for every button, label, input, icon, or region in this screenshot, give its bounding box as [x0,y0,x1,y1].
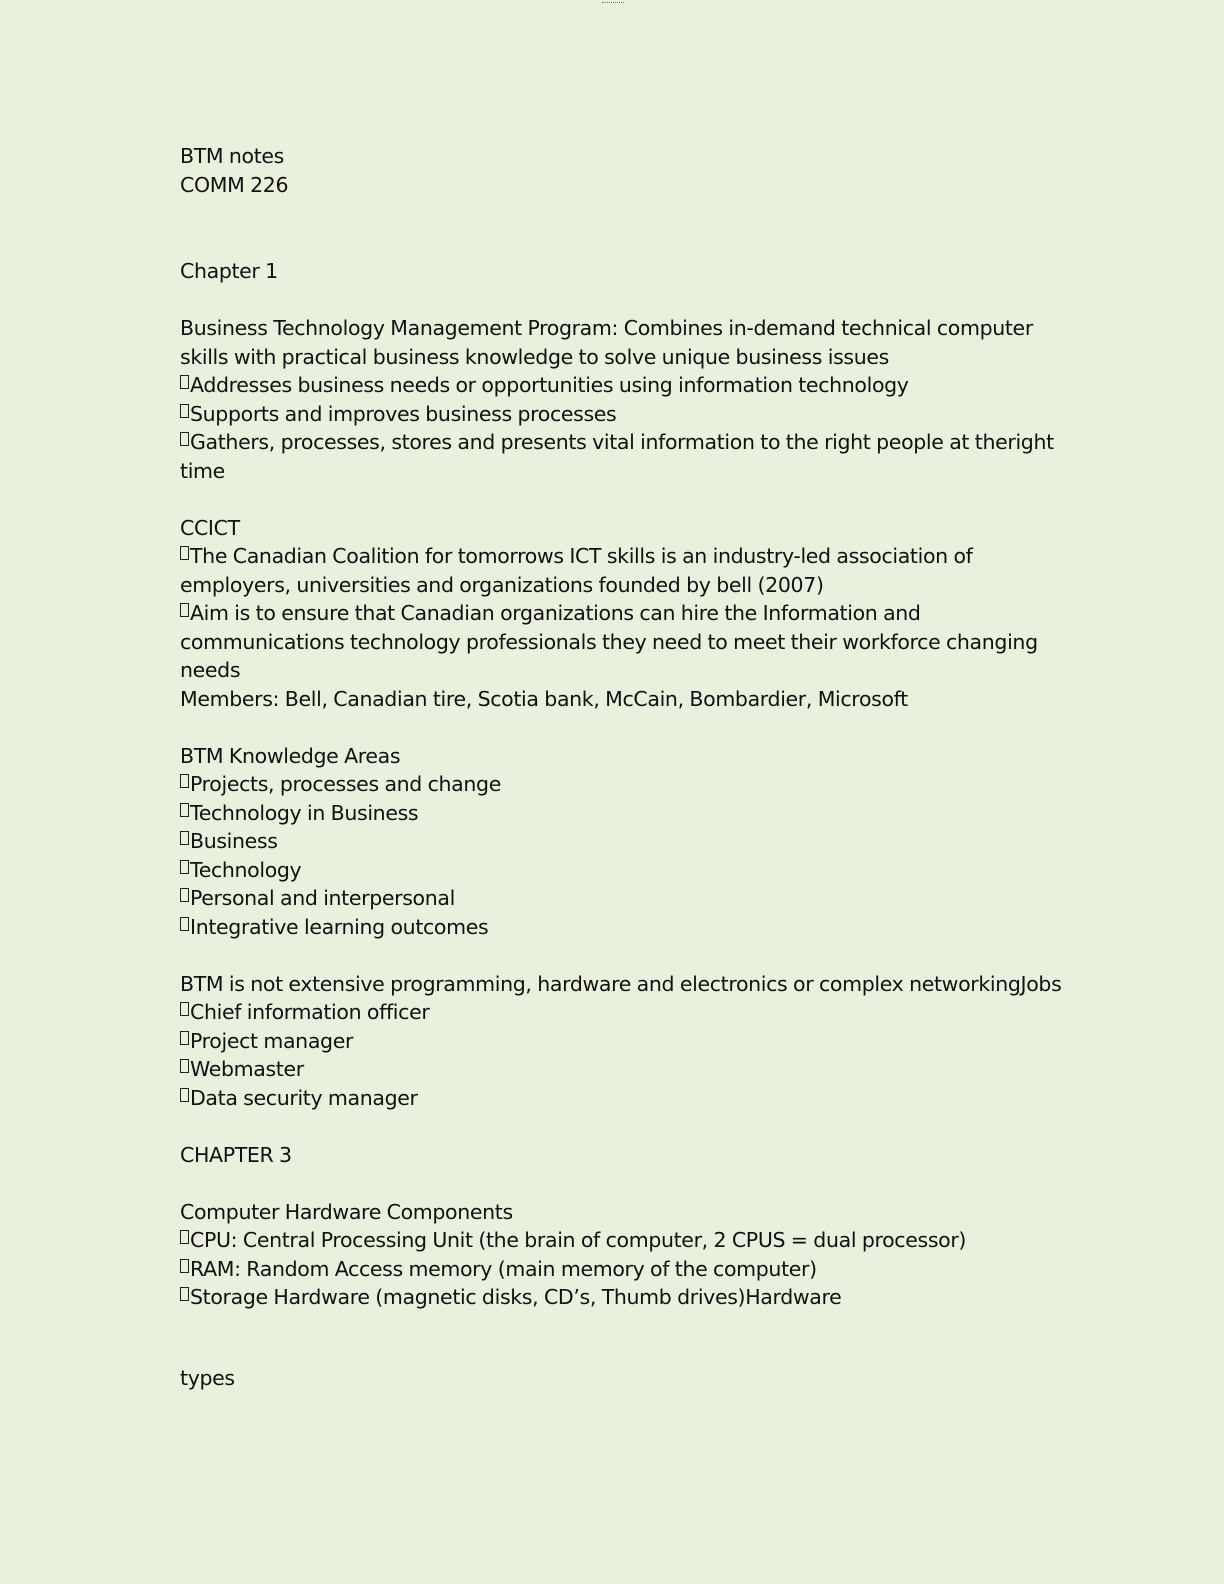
list-item: Business [180,827,1040,856]
missing-glyph-bullet-icon [180,1287,189,1301]
missing-glyph-bullet-icon [180,1059,189,1073]
list-item: Technology in Business [180,799,1040,828]
list-item: Gathers, processes, stores and presents vital information to the right people at theright [180,428,1040,457]
spacer [180,286,1040,315]
spacer [180,941,1040,970]
list-item: Data security manager [180,1084,1040,1113]
spacer [180,1169,1040,1198]
trailing-text: types [180,1365,235,1390]
list-item: Integrative learning outcomes [180,913,1040,942]
missing-glyph-bullet-icon [180,888,189,902]
hardware-heading: Computer Hardware Components [180,1199,513,1224]
spacer [180,199,1040,257]
list-item: RAM: Random Access memory (main memory of the computer) [180,1255,1040,1284]
knowledge-areas-heading: BTM Knowledge Areas [180,743,401,768]
missing-glyph-bullet-icon [180,1002,189,1016]
missing-glyph-bullet-icon [180,404,189,418]
spacer [180,485,1040,514]
spacer [180,713,1040,742]
document-body [180,142,1062,1392]
list-item: The Canadian Coalition for tomorrows ICT skills is an industry-led association of [180,542,1040,571]
missing-glyph-bullet-icon [180,546,189,560]
list-item-continuation: communications technology professionals they need to meet their workforce changing [180,629,1038,654]
missing-glyph-bullet-icon [180,917,189,931]
missing-glyph-bullet-icon [180,860,189,874]
list-item-continuation: needs [180,658,241,682]
missing-glyph-bullet-icon [180,603,189,617]
missing-glyph-bullet-icon [180,1230,189,1244]
list-item: Storage Hardware (magnetic disks, CD’s, Thumb drives)Hardware [180,1283,1040,1312]
missing-glyph-bullet-icon [180,375,189,389]
list-item: Addresses business needs or opportunities using information technology [180,371,1040,400]
ccict-members: Members: Bell, Canadian tire, Scotia bank, McCain, Bombardier, Microsoft [180,686,908,711]
list-item: Chief information officer [180,998,1040,1027]
missing-glyph-bullet-icon [180,803,189,817]
jobs-intro: BTM is not extensive programming, hardware and electronics or complex networkingJobs [180,971,1062,996]
missing-glyph-bullet-icon [180,432,189,446]
spacer [180,1312,1040,1364]
missing-glyph-bullet-icon [180,831,189,845]
list-item: Supports and improves business processes [180,400,1040,429]
btm-program-intro: Business Technology Management Program: Combines in-demand technical computer [180,316,1033,340]
document-title: BTM notes [180,144,285,168]
course-code: COMM 226 [180,172,289,197]
list-item-continuation: time [180,458,225,483]
list-item: Technology [180,856,1040,885]
page-top-mark [602,0,624,3]
list-item: Project manager [180,1027,1040,1056]
list-item-continuation: employers, universities and organizations founded by bell (2007) [180,572,824,597]
spacer [180,1112,1040,1141]
list-item: Webmaster [180,1055,1040,1084]
btm-program-intro-cont: skills with practical business knowledge to solve unique business issues [180,344,889,369]
missing-glyph-bullet-icon [180,1259,189,1273]
list-item: Personal and interpersonal [180,884,1040,913]
list-item: CPU: Central Processing Unit (the brain of computer, 2 CPUS = dual processor) [180,1226,1040,1255]
chapter-3-heading: CHAPTER 3 [180,1142,292,1167]
ccict-heading: CCICT [180,515,240,540]
list-item: Aim is to ensure that Canadian organizations can hire the Information and [180,599,1040,628]
missing-glyph-bullet-icon [180,1031,189,1045]
chapter-1-heading: Chapter 1 [180,259,278,283]
missing-glyph-bullet-icon [180,774,189,788]
list-item: Projects, processes and change [180,770,1040,799]
missing-glyph-bullet-icon [180,1088,189,1102]
